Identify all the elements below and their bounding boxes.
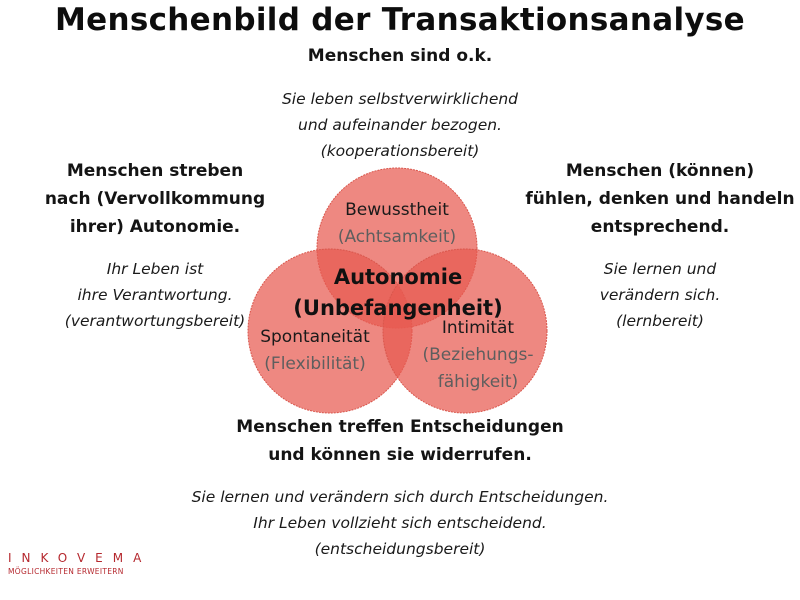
top-heading: Menschen sind o.k. [307, 46, 493, 66]
achtsamkeit-label: (Achtsamkeit) [337, 227, 457, 247]
logo-tagline: MÖGLICHKEITEN ERWEITERN [8, 567, 124, 576]
bewusstheit-label: Bewusstheit [345, 200, 449, 220]
intimitaet-label: Intimität [441, 318, 515, 338]
unbefangenheit-label: (Unbefangenheit) [293, 296, 503, 320]
circle-label-left [240, 324, 390, 378]
left-heading-1: Menschen streben [66, 161, 244, 181]
flexibilitaet-label: (Flexibilität) [264, 354, 366, 374]
right-line-1: Sie lernen und [603, 260, 717, 278]
bottom-line-2: Ihr Leben vollzieht sich entscheidend. [253, 514, 547, 532]
bottom-heading-2: und können sie widerrufen. [268, 445, 532, 465]
top-line-3: (kooperationsbereit) [320, 142, 480, 160]
logo-name: INKOVEMA [8, 551, 152, 565]
left-heading-3: ihrer) Autonomie. [69, 217, 241, 237]
right-heading-3: entsprechend. [590, 217, 730, 237]
right-line-3: (lernbereit) [616, 312, 704, 330]
autonomie-label: Autonomie [333, 265, 463, 289]
spontaneitaet-label: Spontaneität [260, 327, 370, 347]
right-line-2: verändern sich. [599, 286, 721, 304]
circle-label-right [408, 315, 548, 396]
bottom-text [100, 484, 700, 562]
beziehungs-label: (Beziehungs- [422, 345, 534, 365]
bottom-heading-1: Menschen treffen Entscheidungen [236, 417, 564, 437]
left-line-2: ihre Verantwortung. [77, 286, 233, 304]
top-line-2: und aufeinander bezogen. [298, 116, 502, 134]
bottom-heading [150, 413, 650, 469]
bottom-line-1: Sie lernen und verändern sich durch Entscheidungen. [191, 488, 609, 506]
page-title: Menschenbild der Transaktionsanalyse [55, 2, 745, 38]
right-heading-2: fühlen, denken und handeln [525, 189, 795, 209]
circle-label-top [317, 197, 477, 251]
left-heading-2: nach (Vervollkommung [44, 189, 266, 209]
faehigkeit-label: fähigkeit) [437, 372, 519, 392]
inkovema-logo [8, 551, 151, 576]
top-line-1: Sie leben selbstverwirklichend [281, 90, 519, 108]
right-heading-1: Menschen (können) [565, 161, 755, 181]
left-line-1: Ihr Leben ist [106, 260, 204, 278]
bottom-line-3: (entscheidungsbereit) [314, 540, 486, 558]
left-line-3: (verantwortungsbereit) [64, 312, 246, 330]
center-label [248, 262, 548, 324]
